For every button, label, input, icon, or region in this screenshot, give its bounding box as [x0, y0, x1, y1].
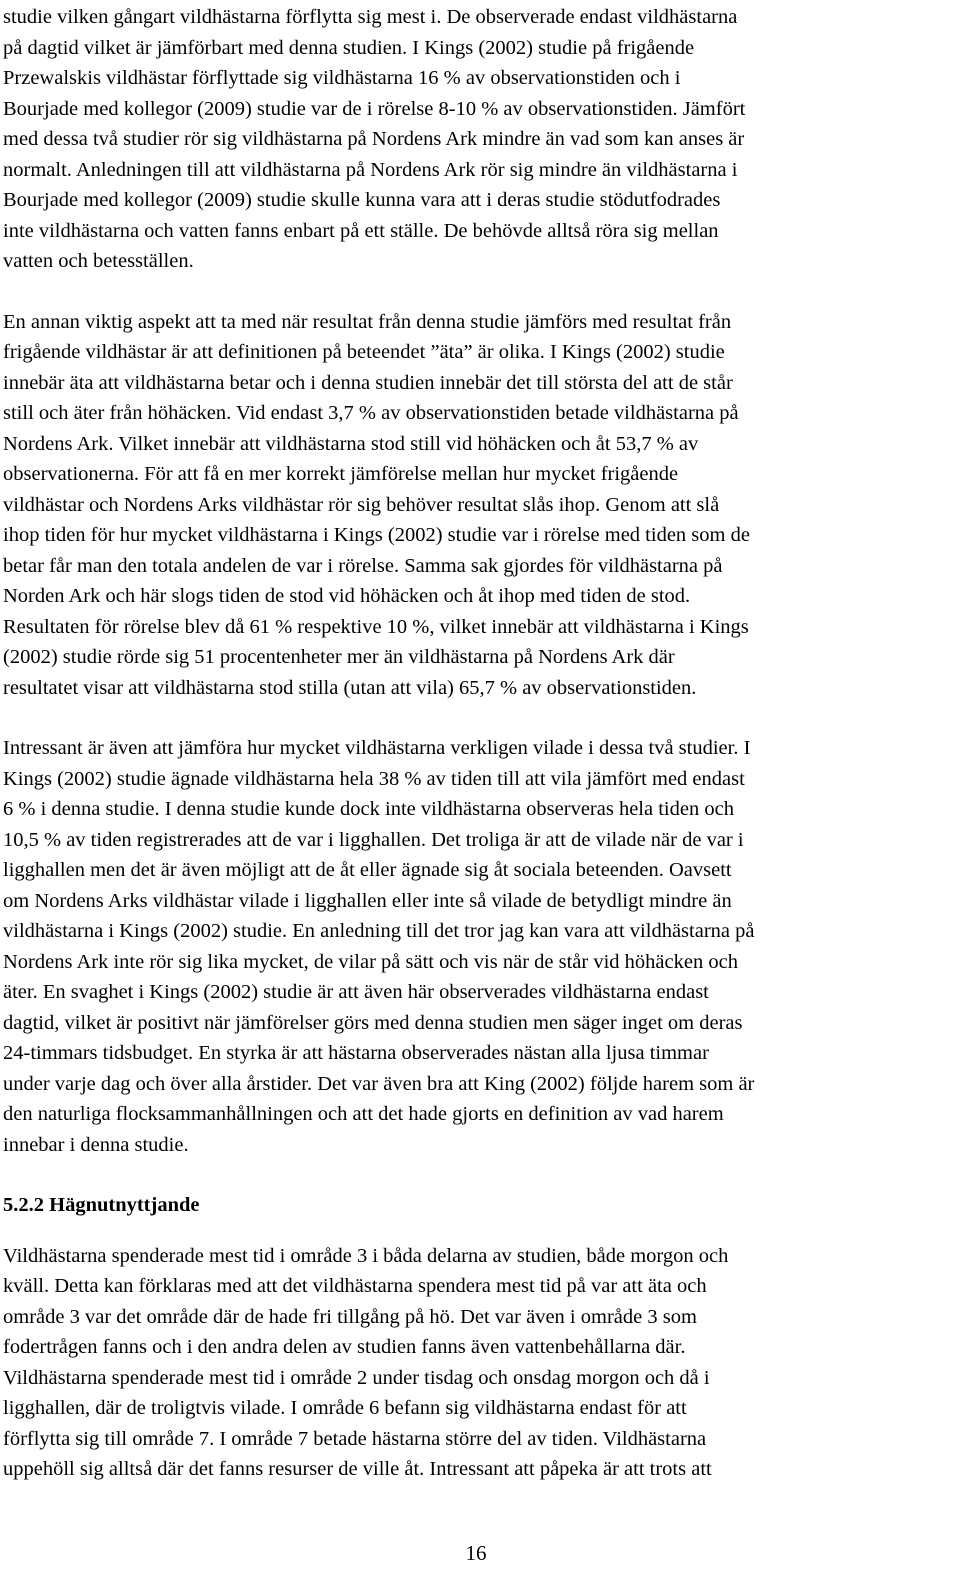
- text-line: förflytta sig till område 7. I område 7 betade hästarna större del av tiden. Vildhästarna: [3, 1427, 707, 1450]
- text-line: innebär äta att vildhästarna betar och i denna studien innebär det till största del att de står: [3, 371, 733, 394]
- text-line: still och äter från höhäcken. Vid endast 3,7 % av observationstiden betade vildhästarna på: [3, 402, 739, 424]
- text-line: Intressant är även att jämföra hur mycket vildhästarna verkligen vilade i dessa två studier. I: [3, 737, 751, 759]
- text-line: den naturliga flocksammanhållningen och att det hade gjorts en definition av vad harem: [3, 1103, 724, 1125]
- text-line: Bourjade med kollegor (2009) studie skulle kunna vara att i deras studie stödutfodrades: [3, 189, 721, 211]
- text-line: Bourjade med kollegor (2009) studie var de i rörelse 8-10 % av observationstiden. Jämfört: [3, 97, 746, 120]
- text-line: ihop tiden för hur mycket vildhästarna i Kings (2002) studie var i rörelse med tiden som de: [3, 524, 750, 546]
- text-line: 10,5 % av tiden registrerades att de var i ligghallen. Det troliga är att de vilade när de var i: [3, 828, 744, 851]
- page-content: [3, 2, 955, 1485]
- text-line: ligghallen men det är även möjligt att de åt eller ägnade sig åt sociala beteenden. Oavsett: [3, 859, 732, 881]
- text-line: på dagtid vilket är jämförbart med denna studien. I Kings (2002) studie på frigående: [3, 36, 695, 59]
- body-paragraph-3: [3, 733, 955, 1160]
- text-line: vatten och betesställen.: [3, 250, 194, 272]
- text-line: område 3 var det område där de hade fri tillgång på hö. Det var även i område 3 som: [3, 1305, 697, 1328]
- text-line: Nordens Ark. Vilket innebär att vildhästarna stod still vid höhäcken och åt 53,7 % av: [3, 432, 699, 455]
- text-line: uppehöll sig alltså där det fanns resurser de ville åt. Intressant att påpeka är att trots att: [3, 1458, 712, 1480]
- paragraph-spacer: [3, 1160, 955, 1190]
- text-line: Resultaten för rörelse blev då 61 % respektive 10 %, vilket innebär att vildhästarna i Kings: [3, 615, 749, 638]
- text-line: ligghallen, där de troligtvis vilade. I område 6 befann sig vildhästarna endast för att: [3, 1397, 687, 1419]
- text-line: äter. En svaghet i Kings (2002) studie är att även här observerades vildhästarna endast: [3, 981, 709, 1003]
- text-line: vildhästarna i Kings (2002) studie. En anledning till det tror jag kan vara att vildhästarna på: [3, 920, 755, 942]
- body-paragraph-2: [3, 307, 955, 704]
- text-line: inte vildhästarna och vatten fanns enbart på ett ställe. De behövde alltså röra sig mellan: [3, 219, 719, 242]
- text-line: under varje dag och över alla årstider. Det var även bra att King (2002) följde harem som är: [3, 1072, 755, 1095]
- text-line: normalt. Anledningen till att vildhästarna på Nordens Ark rör sig mindre än vildhästarna i: [3, 158, 738, 181]
- text-line: med dessa två studier rör sig vildhästarna på Nordens Ark mindre än vad som kan anses är: [3, 128, 745, 150]
- page-number: 16: [465, 1541, 487, 1565]
- text-line: 6 % i denna studie. I denna studie kunde dock inte vildhästarna observeras hela tiden och: [3, 798, 734, 820]
- text-line: dagtid, vilket är positivt när jämförelser görs med denna studien men säger inget om deras: [3, 1011, 743, 1034]
- heading-spacer: [3, 1221, 955, 1241]
- text-line: om Nordens Arks vildhästar vilade i ligghallen eller inte så vilade de betydligt mindre än: [3, 889, 732, 912]
- paragraph-spacer: [3, 277, 955, 307]
- text-line: fodertrågen fanns och i den andra delen av studien fanns även vattenbehållarna där.: [3, 1336, 686, 1358]
- text-line: innebar i denna studie.: [3, 1133, 189, 1156]
- text-line: vildhästar och Nordens Arks vildhästar rör sig behöver resultat slås ihop. Genom att slå: [3, 493, 720, 516]
- text-line: 24-timmars tidsbudget. En styrka är att hästarna observerades nästan alla ljusa timmar: [3, 1042, 709, 1064]
- text-line: Przewalskis vildhästar förflyttade sig vildhästarna 16 % av observationstiden och i: [3, 67, 681, 89]
- section-heading: 5.2.2 Hägnutnyttjande: [3, 1194, 200, 1216]
- text-line: Norden Ark och här slogs tiden de stod vid höhäcken och åt ihop med tiden de stod.: [3, 585, 691, 607]
- text-line: resultatet visar att vildhästarna stod stilla (utan att vila) 65,7 % av observationstiden.: [3, 676, 697, 699]
- text-line: Kings (2002) studie ägnade vildhästarna hela 38 % av tiden till att vila jämfört med endast: [3, 767, 745, 790]
- text-line: En annan viktig aspekt att ta med när resultat från denna studie jämförs med resultat från: [3, 310, 732, 333]
- text-line: Vildhästarna spenderade mest tid i område 2 under tisdag och onsdag morgon och då i: [3, 1366, 710, 1389]
- text-line: kväll. Detta kan förklaras med att det vildhästarna spendera mest tid på var att äta och: [3, 1275, 707, 1297]
- paragraph-spacer: [3, 703, 955, 733]
- text-line: frigående vildhästar är att definitionen på beteendet ”äta” är olika. I Kings (2002) studie: [3, 341, 725, 363]
- text-line: observationerna. För att få en mer korrekt jämförelse mellan hur mycket frigående: [3, 463, 679, 485]
- text-line: betar får man den totala andelen de var i rörelse. Samma sak gjordes för vildhästarna på: [3, 554, 723, 577]
- text-line: Nordens Ark inte rör sig lika mycket, de vilar på sätt och vis när de står vid höhäcken och: [3, 950, 738, 973]
- section-paragraph: [3, 1241, 955, 1485]
- text-line: studie vilken gångart vildhästarna förflytta sig mest i. De observerade endast vildhästarna: [3, 6, 738, 28]
- body-paragraph-1: [3, 2, 955, 277]
- text-line: (2002) studie rörde sig 51 procentenheter mer än vildhästarna på Nordens Ark där: [3, 646, 675, 668]
- text-line: Vildhästarna spenderade mest tid i område 3 i båda delarna av studien, både morgon och: [3, 1244, 729, 1267]
